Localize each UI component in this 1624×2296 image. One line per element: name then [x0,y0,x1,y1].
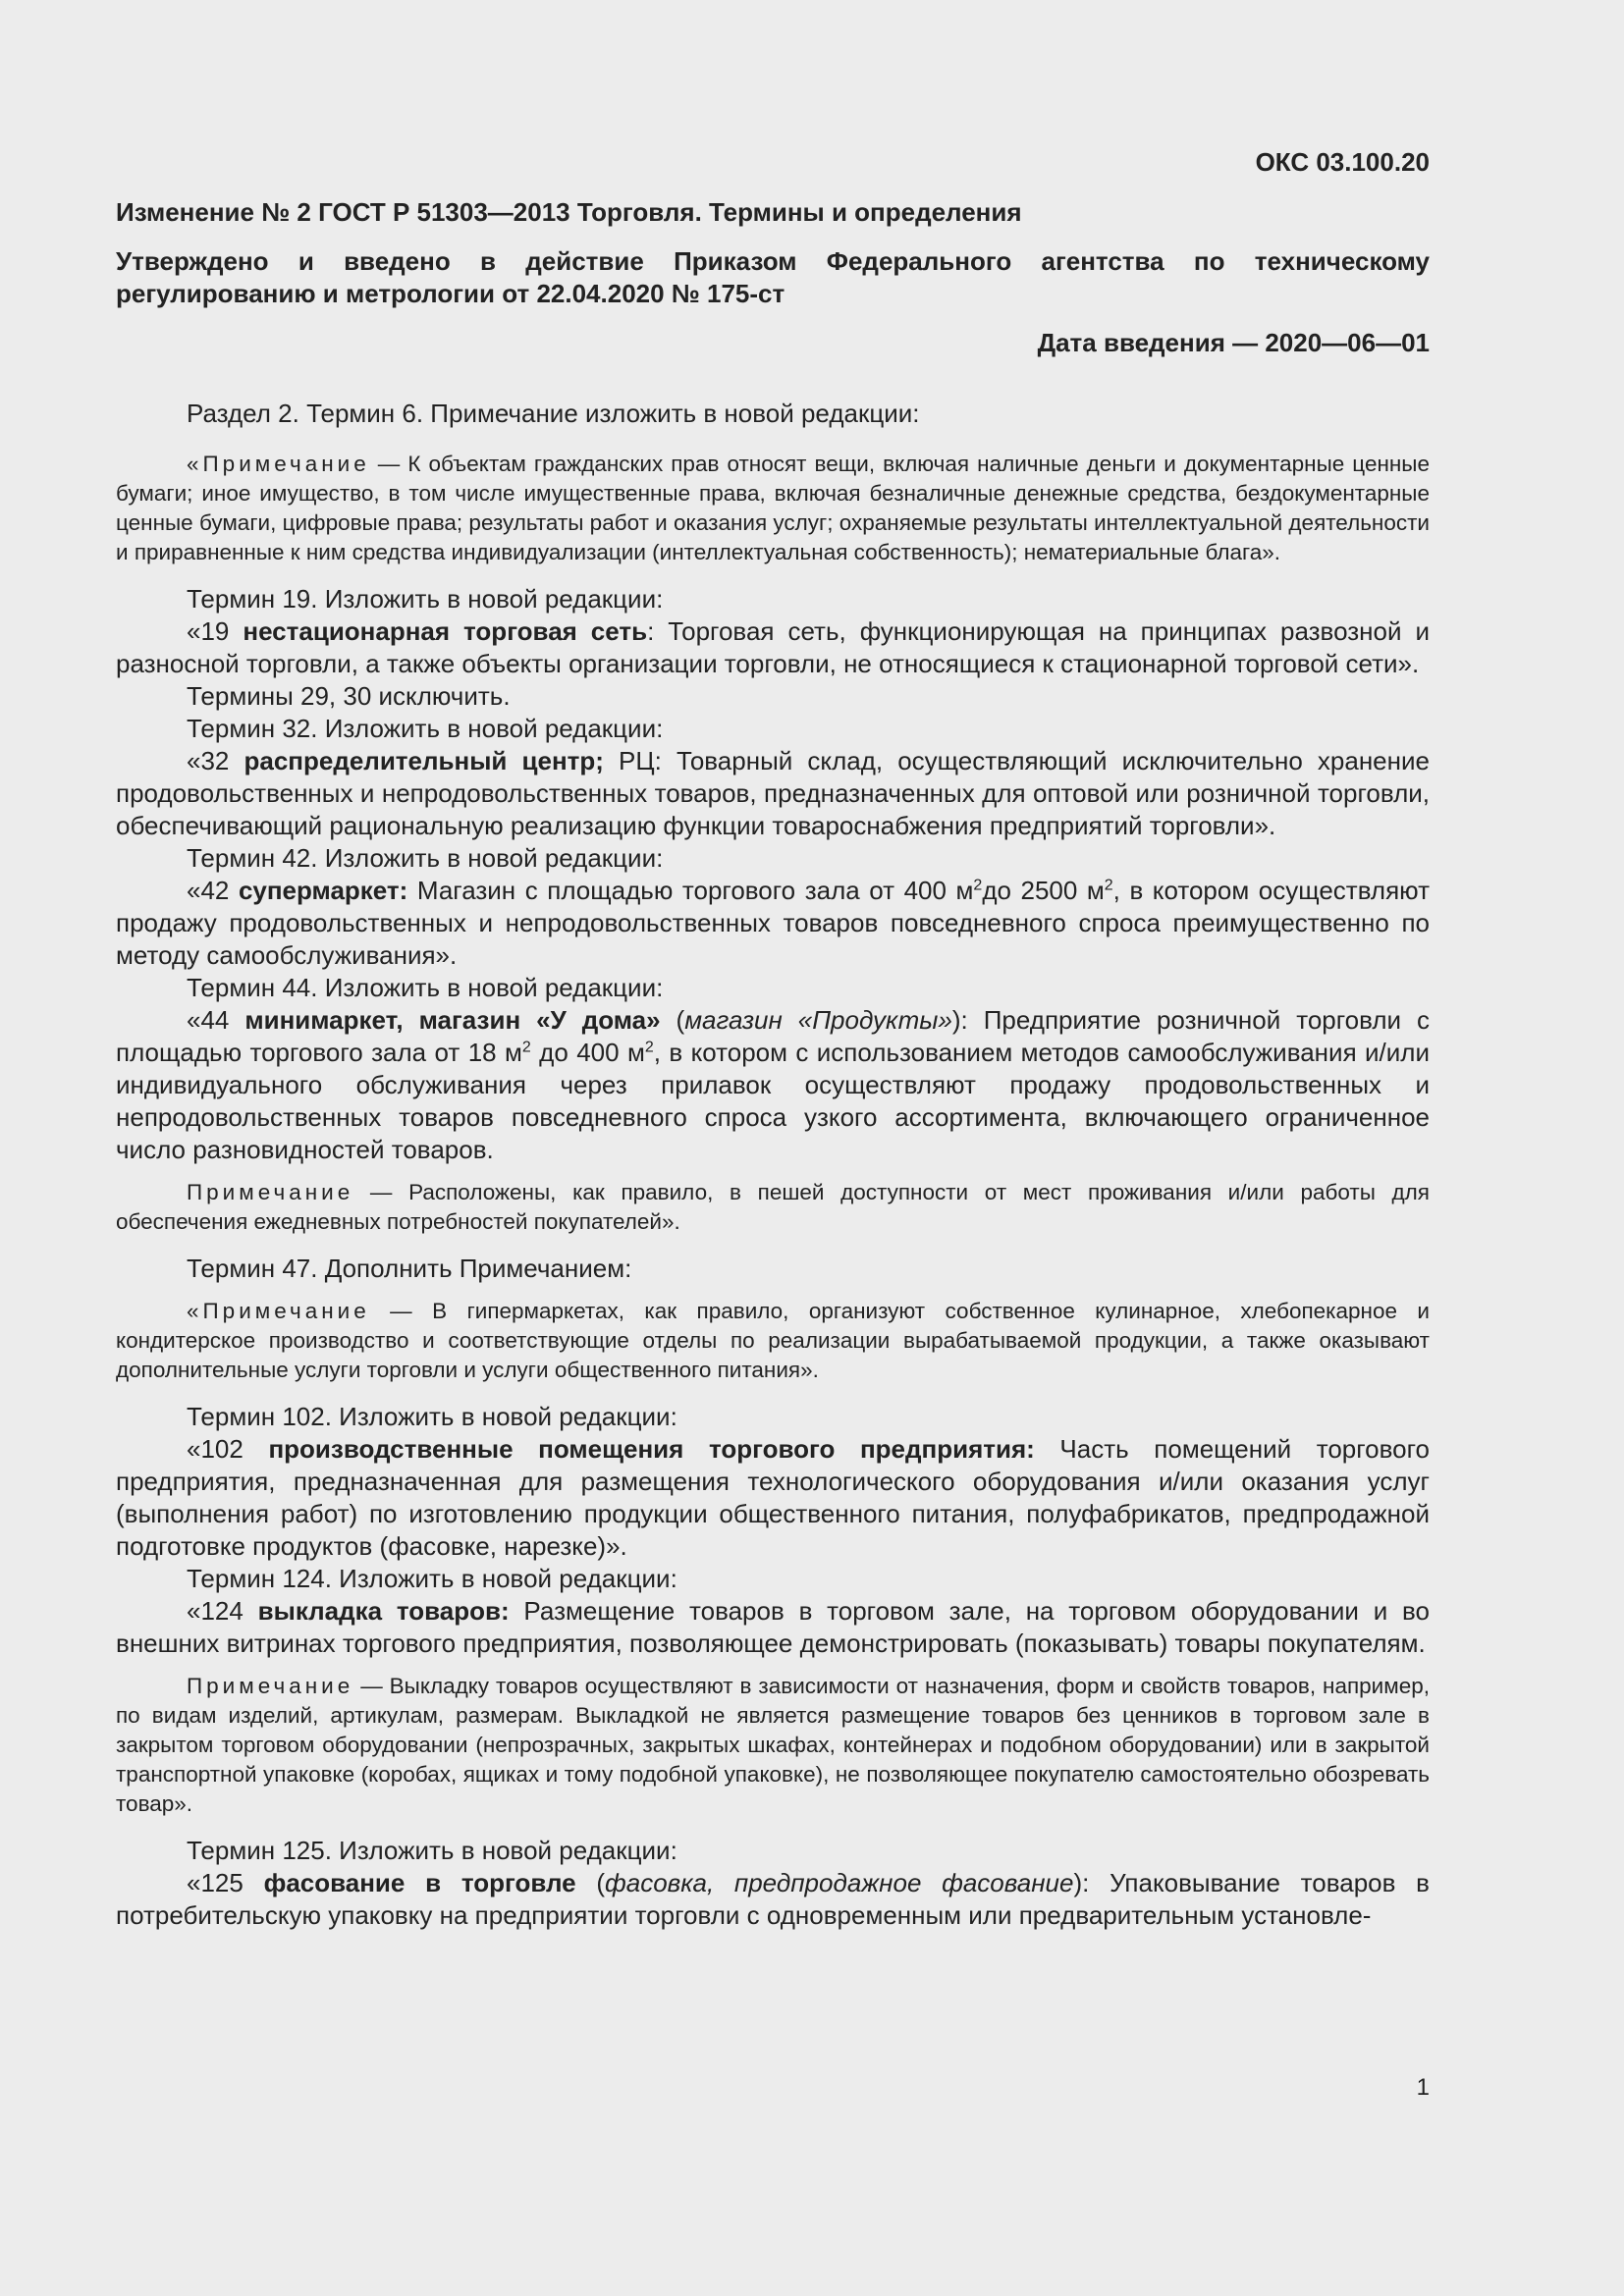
term-text: ): Упаковывание товаров в потребительскую упаковку на предприятии торговли с одновременным или предварительным установле- [116,1868,1430,1930]
note-label: Примечание [187,1180,354,1204]
page-number: 1 [1416,2074,1430,2101]
term-102-instruction: Термин 102. Изложить в новой редакции: [187,1402,677,1431]
note-term-6 [116,450,1430,567]
term-name: нестационарная торговая сеть [243,616,648,646]
approval-statement: Утверждено и введено в действие Приказом Федерального агентства по техническому регулированию и метрологии от 22.04.2020 № 175-ст [116,246,1430,308]
document-title: Изменение № 2 ГОСТ Р 51303—2013 Торговля. Термины и определения [116,197,1022,227]
note-label: «Примечание [187,1299,370,1323]
term-102-definition [116,1433,1430,1563]
term-text: ( [660,1005,685,1035]
term-42-definition [116,875,1430,972]
term-42-instruction: Термин 42. Изложить в новой редакции: [187,843,664,873]
note-label: «Примечание [187,452,370,476]
note-term-47 [116,1297,1430,1385]
term-text: РЦ: Товарный склад, осуществляющий исключительно хранение продовольственных и непродовольственных товаров, предназначенных для оптовой или розничной торговли, обеспечивающий рациональную реализацию функции товароснабжения предприятий торговли». [116,746,1430,840]
term-44-definition [116,1004,1430,1166]
term-text: , в котором осуществляют продажу продовольственных и непродовольственных товаров повседневного спроса преимущественно по методу самообслуживания». [116,876,1431,970]
term-32-definition [116,745,1430,842]
term-text: Магазин с площадью торгового зала от 400 м [407,876,974,905]
term-124-instruction: Термин 124. Изложить в новой редакции: [187,1564,677,1593]
note-term-124 [116,1672,1430,1819]
oks-code: ОКС 03.100.20 [1255,147,1430,177]
term-text: до 2500 м [982,876,1105,905]
term-text: ): Предприятие розничной торговли с площадью торгового зала от 18 м [116,1005,1431,1067]
document-body [116,398,1430,1932]
section-instruction: Раздел 2. Термин 6. Примечание изложить в новой редакции: [187,399,920,428]
term-47-instruction: Термин 47. Дополнить Примечанием: [187,1254,632,1283]
term-number: «19 [187,616,244,646]
term-text: Размещение товаров в торговом зале, на торговом оборудовании и во внешних витринах торгового предприятия, позволяющее демонстрировать (показывать) товары покупателям. [116,1596,1430,1658]
term-number: «124 [187,1596,258,1626]
term-number: «32 [187,746,244,775]
term-19-definition [116,615,1430,680]
term-text: Часть помещений торгового предприятия, предназначенная для размещения технологического оборудования и/или оказания услуг (выполнения работ) по изготовлению продукции общественного питания, полуфабрикатов, предпродажной подготовке продуктов (фасовке, нарезке)». [116,1434,1430,1561]
note-label: Примечание [187,1674,354,1698]
term-number: «42 [187,876,239,905]
term-text: ( [575,1868,606,1897]
term-synonym: фасовка, предпродажное фасование [605,1868,1074,1897]
superscript: 2 [1104,877,1113,894]
term-125-instruction: Термин 125. Изложить в новой редакции: [187,1836,677,1865]
term-number: «102 [187,1434,269,1464]
term-text: , в котором с использованием методов самообслуживания и/или индивидуального обслуживания через прилавок осуществляют продажу продовольственных и непродовольственных товаров повседневного спроса узкого ассортимента, включающего ограниченное число разновидностей товаров. [116,1038,1430,1164]
term-name: производственные помещения торгового предприятия: [268,1434,1035,1464]
term-name: супермаркет: [238,876,408,905]
superscript: 2 [521,1039,531,1056]
term-number: «44 [187,1005,245,1035]
term-name: минимаркет, магазин «У дома» [244,1005,661,1035]
term-text: до 400 м [530,1038,645,1067]
term-19-instruction: Термин 19. Изложить в новой редакции: [187,584,664,614]
term-number: «125 [187,1868,264,1897]
note-text: — Расположены, как правило, в пешей доступности от мест проживания и/или работы для обеспечения ежедневных потребностей покупателей». [116,1180,1430,1234]
term-124-definition [116,1595,1430,1660]
term-synonym: магазин «Продукты» [684,1005,952,1035]
term-name: распределительный центр; [244,746,604,775]
terms-29-30-instruction: Термины 29, 30 исключить. [187,681,511,711]
term-name: выкладка товаров: [257,1596,510,1626]
note-text: — В гипермаркетах, как правило, организуют собственное кулинарное, хлебопекарное и кондитерское производство и соответствующие отделы по реализации вырабатываемой продукции, а также оказывают дополнительные услуги торговли и услуги общественного питания». [116,1299,1430,1382]
term-32-instruction: Термин 32. Изложить в новой редакции: [187,714,664,743]
note-text: — К объектам гражданских прав относят вещи, включая наличные деньги и документарные ценные бумаги; иное имущество, в том числе имущественные права, включая безналичные денежные средства, бездокументарные ценные бумаги, цифровые права; результаты работ и оказания услуг; охраняемые результаты интеллектуальной деятельности и приравненные к ним средства индивидуализации (интеллектуальная собственность); нематериальные блага». [116,452,1430,564]
superscript: 2 [973,877,983,894]
term-text: : Торговая сеть, функционирующая на принципах развозной и разносной торговли, а также объекты организации торговли, не относящиеся к стационарной торговой сети». [116,616,1430,678]
term-125-definition [116,1867,1430,1932]
note-term-44 [116,1178,1430,1237]
term-name: фасование в торговле [263,1868,576,1897]
term-44-instruction: Термин 44. Изложить в новой редакции: [187,973,664,1002]
effective-date: Дата введения — 2020—06—01 [1037,328,1430,357]
note-text: — Выкладку товаров осуществляют в зависимости от назначения, форм и свойств товаров, например, по видам изделий, артикулам, размерам. Выкладкой не является размещение товаров без ценников в торговом зале в закрытом торговом оборудовании (непрозрачных, закрытых шкафах, контейнерах и подобном оборудовании) или в закрытой транспортной упаковке (коробах, ящиках и тому подобной упаковке), не позволяющее покупателю самостоятельно обозревать товар». [116,1674,1430,1816]
superscript: 2 [644,1039,654,1056]
